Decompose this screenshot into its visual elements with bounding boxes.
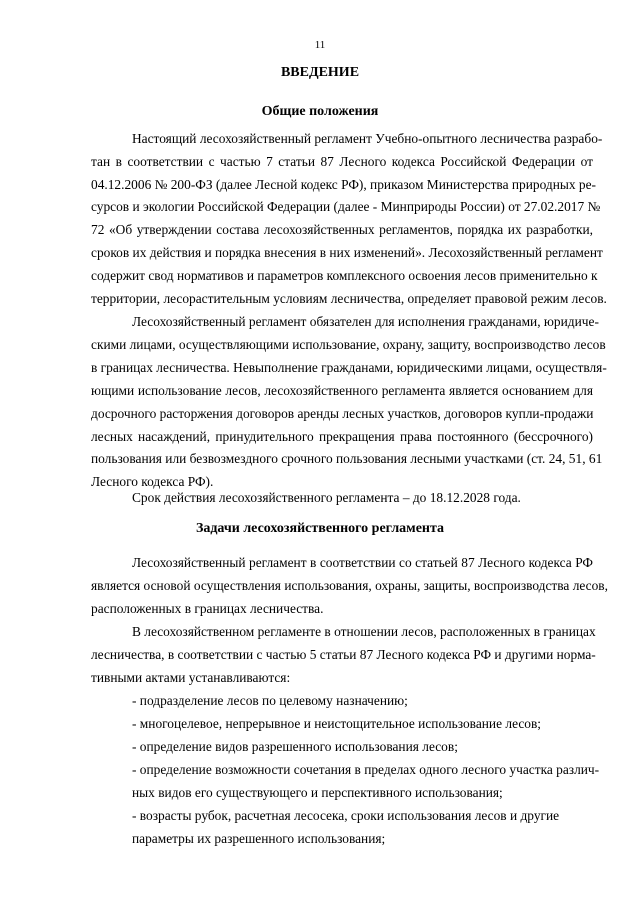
subsection-title-general: Общие положения: [261, 104, 379, 119]
list-item: - определение видов разрешенного использования лесов;: [132, 739, 458, 754]
text-line: параметры их разрешенного использования;: [132, 831, 386, 846]
subsection-title-tasks: Задачи лесохозяйственного регламента: [195, 521, 445, 536]
text-line: тивными актами устанавливаются:: [91, 670, 291, 685]
text-line: является основой осуществления использования, охраны, защиты, воспроизводства лесов,: [91, 578, 608, 593]
text-line: ных видов его существующего и перспективного использования;: [132, 785, 503, 800]
text-line: В лесохозяйственном регламенте в отношении лесов, расположенных в границах: [132, 624, 596, 639]
text-line: в границах лесничества. Невыполнение гражданами, юридическими лицами, осуществля-: [91, 360, 607, 375]
text-line: скими лицами, осуществляющими использование, охрану, защиту, воспроизводство лесов: [91, 337, 606, 352]
list-item: - возрасты рубок, расчетная лесосека, сроки использования лесов и другие: [132, 808, 560, 823]
text-line: расположенных в границах лесничества.: [91, 601, 324, 616]
list-item: - подразделение лесов по целевому назначению;: [132, 693, 408, 708]
text-line: досрочного расторжения договоров аренды лесных участков, договоров купли-продажи: [91, 406, 594, 421]
text-line: территории, лесорастительным условиям лесничества, определяет правовой режим лесов.: [91, 291, 607, 306]
text-line: Лесохозяйственный регламент в соответствии со статьей 87 Лесного кодекса РФ: [132, 555, 593, 570]
text-line: Лесного кодекса РФ).: [91, 474, 214, 489]
text-line: сурсов и экологии Российской Федерации (далее - Минприроды России) от 27.02.2017 №: [91, 199, 601, 214]
text-line: ющими использование лесов, лесохозяйственного регламента является основанием для: [91, 383, 593, 398]
text-line: Лесохозяйственный регламент обязателен для исполнения гражданами, юридиче-: [132, 314, 599, 329]
text-line: лесничества, в соответствии с частью 5 статьи 87 Лесного кодекса РФ и другими норма-: [91, 647, 596, 662]
text-line: Настоящий лесохозяйственный регламент Учебно-опытного лесничества разрабо-: [132, 131, 603, 146]
text-line: 72 «Об утверждении состава лесохозяйственных регламентов, порядка их разработки,: [91, 222, 593, 237]
list-item: - многоцелевое, непрерывное и неистощительное использование лесов;: [132, 716, 542, 731]
text-line: лесных насаждений, принудительного прекращения права постоянного (бессрочного): [91, 429, 593, 444]
page-number: 11: [314, 39, 326, 51]
text-line: Срок действия лесохозяйственного регламента – до 18.12.2028 года.: [132, 490, 521, 505]
list-item: - определение возможности сочетания в пределах одного лесного участка различ-: [132, 762, 600, 777]
text-line: сроков их действия и порядка внесения в них изменений». Лесохозяйственный регламент: [91, 245, 603, 260]
text-line: пользования или безвозмездного срочного пользования лесными участками (ст. 24, 51, 61: [91, 451, 603, 466]
text-line: тан в соответствии с частью 7 статьи 87 Лесного кодекса Российской Федерации от: [91, 154, 593, 169]
text-line: 04.12.2006 № 200-ФЗ (далее Лесной кодекс РФ), приказом Министерства природных ре-: [91, 177, 597, 192]
section-title-intro: ВВЕДЕНИЕ: [280, 65, 360, 80]
text-line: содержит свод нормативов и параметров комплексного освоения лесов применительно к: [91, 268, 598, 283]
